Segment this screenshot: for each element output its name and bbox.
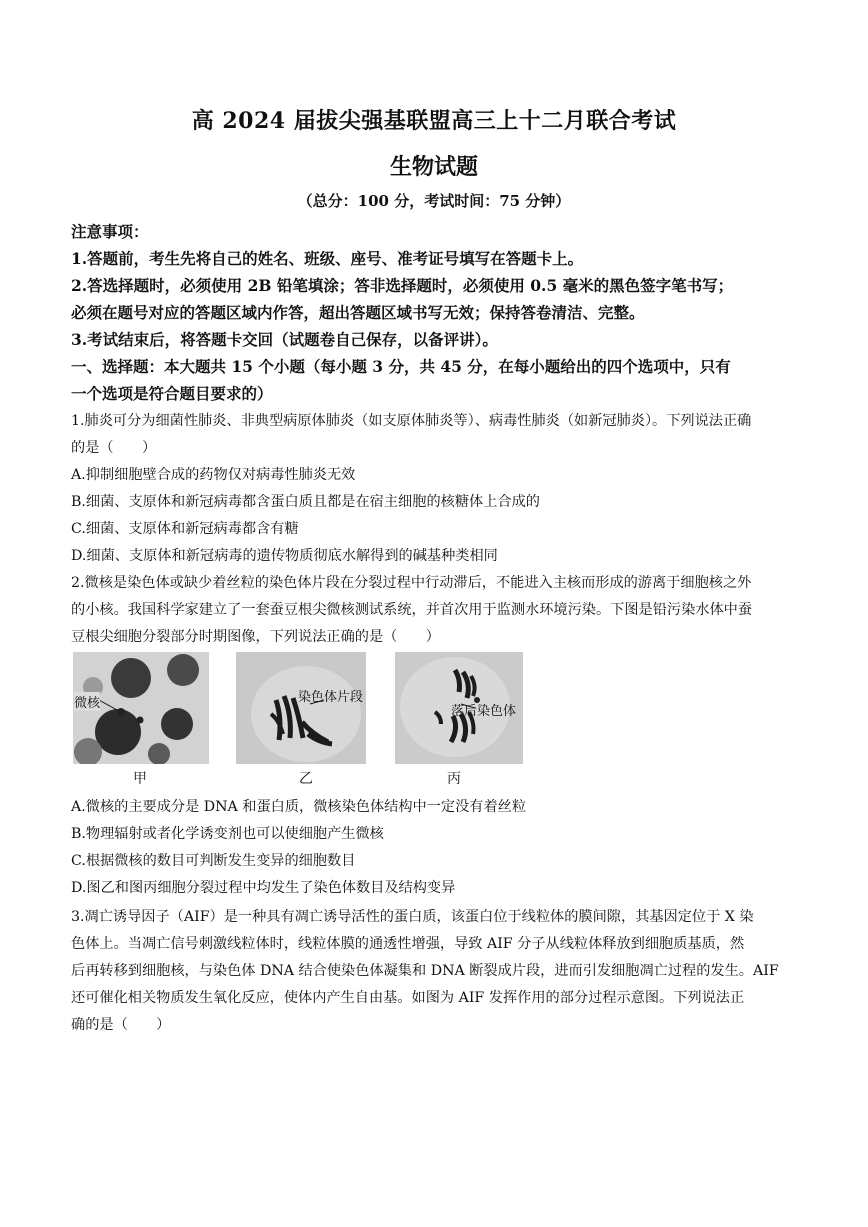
figure-yi	[236, 652, 366, 764]
subject-title: 生物试题	[389, 154, 478, 180]
notice-heading: 注意事项：	[71, 222, 149, 241]
notice-item-2b: 必须在题号对应的答题区域内作答，超出答题区域书写无效；保持答卷清洁、完整。	[71, 303, 645, 322]
exam-meta: （总分：100 分，考试时间：75 分钟）	[297, 192, 571, 210]
q3-stem-e: 确的是（ ）	[71, 1017, 171, 1033]
exam-title: 高 2024 届拔尖强基联盟高三上十二月联合考试	[191, 108, 677, 134]
q2-option-b: B.物理辐射或者化学诱变剂也可以使细胞产生微核	[71, 826, 384, 842]
q2-stem-c: 豆根尖细胞分裂部分时期图像，下列说法正确的是（ ）	[71, 629, 440, 645]
q1-option-b: B.细菌、支原体和新冠病毒都含蛋白质且都是在宿主细胞的核糖体上合成的	[71, 494, 540, 510]
q1-stem-a: 1.肺炎可分为细菌性肺炎、非典型病原体肺炎（如支原体肺炎等）、病毒性肺炎（如新冠肺炎）。下列说法正确	[71, 413, 752, 429]
q3-stem-b: 色体上。当凋亡信号刺激线粒体时，线粒体膜的通透性增强，导致 AIF 分子从线粒体释放到细胞质基质，然	[71, 936, 745, 952]
figure-yi-caption: 乙	[299, 771, 313, 787]
q2-option-c: C.根据微核的数目可判断发生变异的细胞数目	[71, 853, 356, 869]
q2-option-d: D.图乙和图丙细胞分裂过程中均发生了染色体数目及结构变异	[71, 880, 456, 896]
section-heading-b: 一个选项是符合题目要求的）	[71, 384, 273, 403]
q3-stem-a: 3.凋亡诱导因子（AIF）是一种具有凋亡诱导活性的蛋白质，该蛋白位于线粒体的膜间隙，其基因定位于 X 染	[71, 909, 754, 925]
q1-option-a: A.抑制细胞壁合成的药物仅对病毒性肺炎无效	[71, 467, 356, 483]
figure-bing	[395, 652, 523, 764]
q2-stem-b: 的小核。我国科学家建立了一套蚕豆根尖微核测试系统，并首次用于监测水环境污染。下图是铅污染水体中蚕	[71, 602, 753, 618]
figure-jia-label: 微核	[74, 692, 100, 711]
figure-yi-label: 染色体片段	[298, 690, 364, 705]
q2-option-a: A.微核的主要成分是 DNA 和蛋白质，微核染色体结构中一定没有着丝粒	[71, 799, 527, 815]
figure-jia-caption: 甲	[133, 771, 147, 787]
notice-item-2a: 2.答选择题时，必须使用 2B 铅笔填涂；答非选择题时，必须使用 0.5 毫米的黑色签字笔书写；	[71, 276, 734, 295]
q1-option-c: C.细菌、支原体和新冠病毒都含有糖	[71, 521, 299, 537]
notice-item-3: 3.考试结束后，将答题卡交回（试题卷自己保存，以备评讲）。	[71, 330, 498, 349]
section-heading-a: 一、选择题：本大题共 15 个小题（每小题 3 分，共 45 分，在每小题给出的四个选项中，只有	[71, 357, 731, 376]
q3-stem-d: 还可催化相关物质发生氧化反应，使体内产生自由基。如图为 AIF 发挥作用的部分过程示意图。下列说法正	[71, 990, 745, 1006]
figure-jia	[73, 652, 209, 764]
q2-stem-a: 2.微核是染色体或缺少着丝粒的染色体片段在分裂过程中行动滞后，不能进入主核而形成的游离于细胞核之外	[71, 575, 752, 591]
q1-option-d: D.细菌、支原体和新冠病毒的遗传物质彻底水解得到的碱基种类相同	[71, 548, 498, 564]
q3-stem-c: 后再转移到细胞核，与染色体 DNA 结合使染色体凝集和 DNA 断裂成片段，进而引发细胞凋亡过程的发生。AIF	[71, 963, 779, 979]
figure-bing-label: 落后染色体	[451, 704, 517, 719]
q1-stem-b: 的是（ ）	[71, 440, 157, 456]
figure-bing-caption: 丙	[447, 771, 461, 787]
notice-item-1: 1.答题前，考生先将自己的姓名、班级、座号、准考证号填写在答题卡上。	[71, 249, 584, 268]
